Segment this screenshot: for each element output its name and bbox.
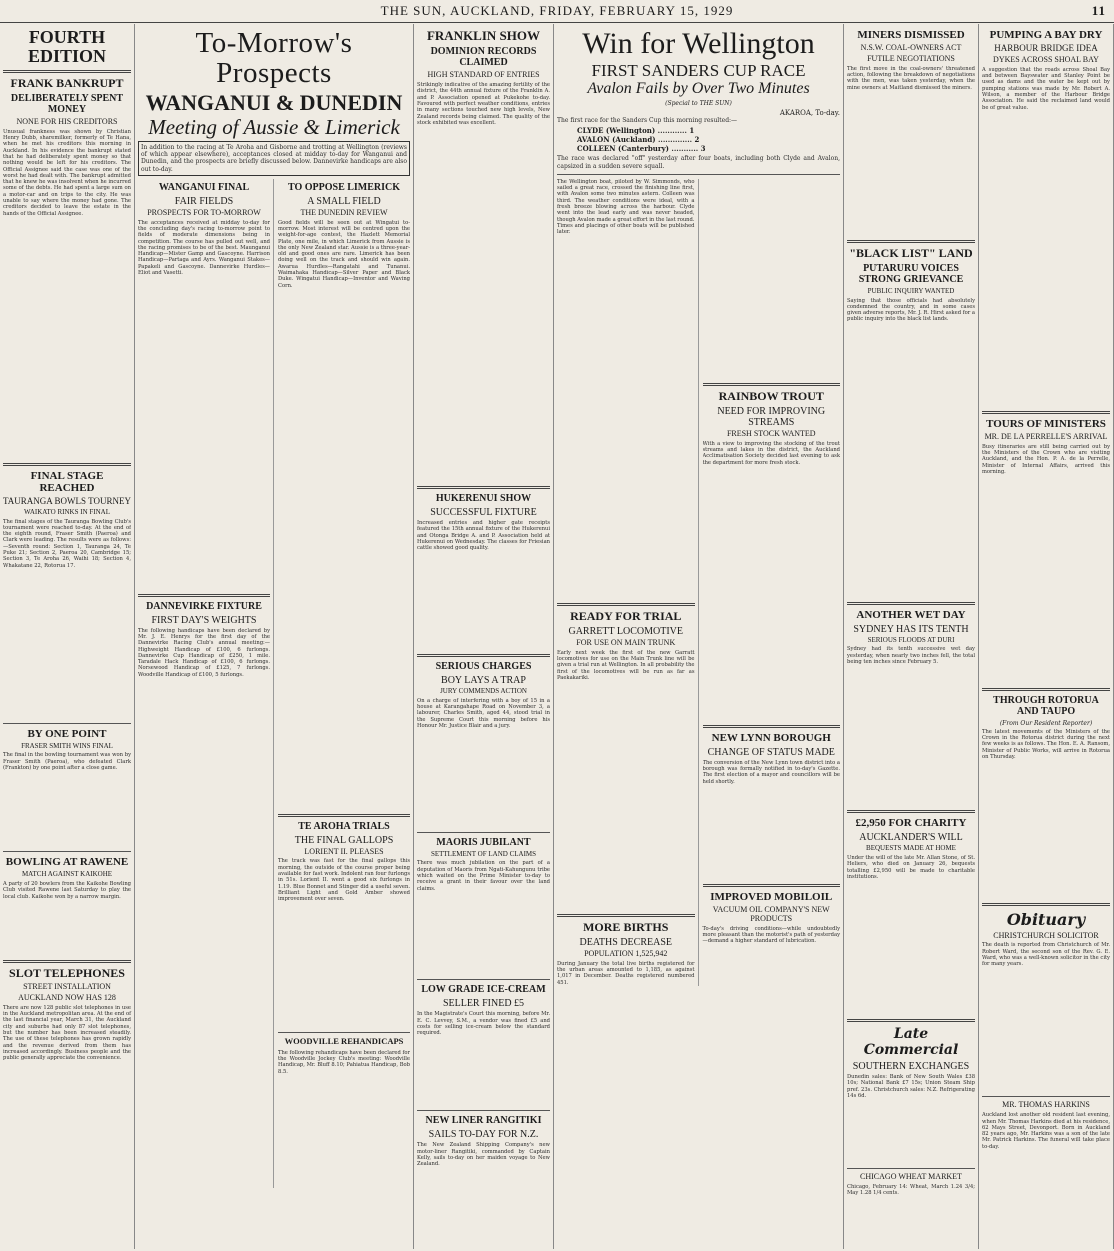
subheadline: LORIENT II. PLEASES — [304, 846, 384, 856]
article-body: The following handicaps have been declared by Mr. J. E. Henrys for the first day of the Dannevirke Racing Club's annual meeting:— Highweight Handicap of £100, 6 furlongs. Dannevirke Cup Handicap of £250, 1 mile. Taradale Hack Handicap of £100, 6 furlongs. Norsewood Handicap of £125, 7 furlongs. Woodville Handicap of £100, 5 furlongs. — [138, 627, 270, 678]
subheadline: SELLER FINED £5 — [442, 998, 525, 1010]
intro-text-2: The race was declared "off" yesterday after four boats, including both Clyde and Avalon, capsized in a sudden severe squall. — [557, 155, 840, 170]
subheadline: NONE FOR HIS CREDITORS — [16, 116, 118, 126]
headline: THROUGH ROTORUA AND TAUPO — [993, 694, 1099, 717]
lead-headline: Win for Wellington — [582, 27, 815, 60]
subheadline: FRESH STOCK WANTED — [726, 428, 816, 438]
divider — [557, 603, 695, 606]
headline: BOWLING AT RAWENE — [5, 856, 129, 869]
divider — [3, 851, 131, 852]
column-5 — [844, 24, 979, 1249]
headline: SERIOUS CHARGES — [435, 661, 532, 673]
subheadline: AUCKLAND NOW HAS 128 — [18, 993, 116, 1003]
article-body: Early next week the first of the new Garratt locomotives for use on the Main Trunk line will be given a trial run at Wellington. In all probability the first of the locomotives will be run as far as Paekakariki. — [557, 649, 695, 681]
subheadline: SETTLEMENT OF LAND CLAIMS — [430, 849, 537, 858]
article-body: Busy itineraries are still being carried out by the Ministers of the Crown who are visiting Auckland, and the Hon. P. A. de la Perrelle, Minister of Internal Affairs, arrived this morning. — [982, 443, 1110, 475]
subheadline: PUBLIC INQUIRY WANTED — [867, 286, 955, 295]
headline: PUMPING A BAY DRY — [989, 29, 1103, 41]
masthead — [0, 0, 1114, 23]
lead-subheadline-2: Meeting of Aussie & Limerick — [148, 114, 400, 139]
subheadline: SYDNEY HAS ITS TENTH — [853, 623, 969, 635]
subheadline: GARRETT LOCOMOTIVE — [568, 625, 684, 637]
article-body: Saying that those officials had absolutely condemned the country, and in some cases given adverse reports, Mr. J. R. Hirst asked for a public inquiry into the black list lands. — [847, 297, 975, 323]
subheadline: DOMINION RECORDS CLAIMED — [430, 46, 537, 69]
subheadline: FRASER SMITH WINS FINAL — [21, 741, 113, 750]
byline: (From Our Resident Reporter) — [999, 719, 1093, 727]
divider — [982, 903, 1110, 906]
column-3 — [414, 24, 554, 1249]
article-body: In the Magistrate's Court this morning, before Mr. E. C. Levvey, S.M., a vendor was fined £5 and costs for selling ice-cream below the standard required. — [417, 1011, 550, 1037]
subheadline: DYKES ACROSS SHOAL BAY — [993, 54, 1099, 64]
result-3: COLLEEN (Canterbury) ........... 3 — [577, 144, 706, 154]
divider — [138, 594, 270, 597]
subcolumn-left — [138, 179, 274, 1188]
divider — [278, 1032, 410, 1033]
subheadline: JURY COMMENDS ACTION — [440, 687, 527, 696]
subheadline: SUCCESSFUL FIXTURE — [430, 507, 537, 519]
lead-subheadline: FIRST SANDERS CUP RACE — [591, 60, 806, 80]
results — [577, 126, 820, 153]
subheadline: FAIR FIELDS — [174, 195, 234, 207]
article-body: Increased entries and higher gate receipts featured the 15th annual fixture of the Hukerenui and Otonga Bridge A. and P. Association held at Hukerenui on Wednesday. The classes for Friesian cattle showed good quality. — [417, 520, 550, 552]
subheadline: VACUUM OIL COMPANY'S NEW PRODUCTS — [712, 904, 830, 923]
headline: ANOTHER WET DAY — [856, 608, 966, 621]
headline: NEW LYNN BOROUGH — [711, 731, 831, 744]
continued-text — [703, 179, 841, 379]
edition-title: FOURTH EDITION — [27, 27, 107, 66]
column-4 — [554, 24, 844, 1249]
article-body: A suggestion that the roads across Shoal Bay and between Bayswater and Stanley Point be used as dams and the water be kept out by pumping stations was made by Mr. Robert A. Wilson, a member of the Harbour Bridge Association. He said the reclaimed land would be of great value. — [982, 66, 1110, 111]
article-body: The final stages of the Tauranga Bowling Club's tournament were reached to-day. At the end of the eighth round, Fraser Smith (Paeroa) and Clark were leading. The results were as follows:—Seventh round: Section 1, Tauranga 24, Te Puke 21; Section 2, Paeroa 20, Cambridge 15; Section 3, Te Aroha 26, Waihi 18; Section 4, Whakatane 22, Rotorua 17. — [3, 518, 131, 569]
headline: TOURS OF MINISTERS — [986, 417, 1106, 430]
subheadline: A SMALL FIELD — [307, 195, 381, 207]
byline: (Special to THE SUN) — [665, 100, 732, 108]
article-body: The first move in the coal-owners' threatened action, following the breakdown of negotiations with the men, was taken yesterday, when the mine owners at Maitland dismissed the miners. — [847, 65, 975, 91]
article-body: With a view to improving the stocking of the trout streams and lakes in the district, the Auckland Acclimatisation Society decided last evening to ask the department for more fresh stock. — [702, 440, 840, 466]
divider — [3, 463, 131, 466]
headline: MR. THOMAS HARKINS — [1002, 1100, 1090, 1110]
divider — [847, 1019, 975, 1022]
divider — [417, 486, 550, 489]
divider — [847, 810, 975, 813]
subheadline: MATCH AGAINST KAIKOHE — [21, 870, 113, 879]
headline: CHICAGO WHEAT MARKET — [860, 1172, 962, 1182]
article-body: Strikingly indicative of the amazing fertility of the district, the 44th annual fixture of the Franklin A. and P. Association opened at Pukekohe to-day. Favoured with perfect weather conditions, entries in many sections touched new high levels, New Zealand records being claimed. The quality of the stock exhibited was excellent. — [417, 82, 550, 126]
column-6 — [979, 24, 1114, 1249]
divider — [557, 174, 840, 175]
intro-text: The first race for the Sanders Cup this morning resulted:— — [557, 117, 738, 125]
headline: SOUTHERN EXCHANGES — [852, 1061, 970, 1073]
article-body: The Wellington boat, piloted by W. Simmonds, who sailed a great race, crossed the finishing line first, with Avalon some two minutes astern. Colleen was third. The weather conditions were ideal, with a fresh breeze blowing across the harbour. Clyde went into the lead early and was never headed, though Avalon made a great effort in the last round. Times and placings of other boats will be published later. — [557, 178, 695, 236]
divider — [278, 814, 410, 817]
divider — [982, 411, 1110, 414]
headline: CHRISTCHURCH SOLICITOR — [993, 930, 1099, 940]
article-body: There was much jubilation on the part of a deputation of Maoris from Ngati-Kahungunu tribe which waited on the Prime Minister to-day to receive a grant in their favour over the land claims. — [417, 860, 550, 892]
article-body: The death is reported from Christchurch of Mr. Robert Ward, the second son of the Rev. G. E. Ward, who was a well-known solicitor in the city for many years. — [982, 942, 1110, 968]
divider — [703, 725, 841, 728]
page-number: 11 — [1091, 3, 1106, 18]
article-body: Chicago, February 14: Wheat, March 1.24 3/4; May 1.28 1/4 cents. — [847, 1183, 975, 1197]
article-body: Auckland lost another old resident last evening, when Mr. Thomas Harkins died at his residence, 62 Mays Street, Devonport. Born in Auckland 82 years ago, Mr. Harkins was a son of the late Mr. Patrick Harkins. The funeral will take place to-day. — [982, 1112, 1110, 1150]
divider — [417, 654, 550, 657]
dateline: AKAROA, To-day. — [779, 109, 840, 118]
article-body: Unusual frankness was shown by Christian Henry Dubb, sharemilker, formerly of Te Hana, when he met his creditors this morning in Auckland. In his evidence the bankrupt stated that he had deliberately spent money so that nothing would be left for his creditors. The Official Assignee said the case was one of the worst he had dealt with. The bankrupt admitted that he knew he was insolvent when he incurred some of the debts. He had spent a large sum on a motor-car and on trips to the city. He was unable to say where the money had gone. The creditors decided to leave the estate in the hands of the Official Assignee. — [3, 128, 131, 217]
subheadline: SAILS TO-DAY FOR N.Z. — [428, 1129, 539, 1141]
headline: TO OPPOSE LIMERICK — [287, 181, 401, 193]
headline: NEW LINER RANGITIKI — [425, 1115, 542, 1127]
subheadline: NEED FOR IMPROVING STREAMS — [717, 405, 826, 428]
subheadline: AUCKLANDER'S WILL — [859, 832, 963, 844]
headline: WOODVILLE REHANDICAPS — [284, 1036, 404, 1047]
headline: MORE BIRTHS — [583, 919, 669, 934]
masthead-text: THE SUN, AUCKLAND, FRIDAY, FEBRUARY 15, 1929 — [380, 3, 734, 18]
subheadline: DEATHS DECREASE — [579, 936, 672, 948]
article-body: The conversion of the New Lynn town district into a borough was formally notified in to-day's Gazette. The first election of a mayor and councillors will be held shortly. — [702, 759, 840, 785]
headline: FINAL STAGE REACHED — [30, 469, 104, 494]
divider — [982, 688, 1110, 691]
divider — [417, 1110, 550, 1111]
article-body: On a charge of interfering with a boy of 15 in a house at Karangahape Road on November 3, a labourer, Charles Smith, aged 44, stood trial in the Supreme Court this morning before his Honour Mr. Justice Blair and a jury. — [417, 697, 550, 729]
subheadline: POPULATION 1,525,942 — [584, 948, 668, 958]
lead-headline: To-Morrow's Prospects — [195, 27, 353, 90]
subheadline: WAIKATO RINKS IN FINAL — [23, 507, 110, 516]
headline: DANNEVIRKE FIXTURE — [146, 600, 262, 612]
article-body: During January the total live births registered for the urban areas amounted to 1,185, as against 1,017 in December. Deaths registered numbered 451. — [557, 960, 695, 986]
intro-text: In addition to the racing at Te Aroha and Gisborne and trotting at Wellington (reviews of which appear elsewhere), acceptances closed at midday to-day for Wanganui and Dunedin, and the prospects are briefly discussed below. Dannevirke handicaps are also out to-day. — [141, 144, 407, 173]
subheadline: STREET INSTALLATION — [23, 982, 111, 992]
divider — [417, 832, 550, 833]
headline: BY ONE POINT — [27, 727, 107, 740]
subheadline: PROSPECTS FOR TO-MORROW — [147, 207, 261, 217]
article-body: There are now 128 public slot telephones in use in the Auckland metropolitan area. At the end of the last financial year, March 31, the Auckland city and suburbs had only 87 slot telephones, but the number has been increased steadily. The use of these telephones has grown rapidly and the revenue derived from them has increased accordingly. Business people and the public generally appreciate the convenience. — [3, 1004, 131, 1062]
article-body: Sydney had its tenth successive wet day yesterday, when nearly two inches fell, the total being ten inches since February 5. — [847, 646, 975, 665]
headline: MAORIS JUBILANT — [436, 836, 531, 848]
subheadline: PUTARURU VOICES STRONG GRIEVANCE — [858, 262, 964, 285]
section-heading: Obituary — [1006, 909, 1086, 929]
divider — [847, 240, 975, 243]
headline: SLOT TELEPHONES — [9, 966, 125, 981]
article-body: The latest movements of the Ministers of the Crown in the Rotorua district during the next few weeks is as follows. The Hon. E. A. Ransom, Minister of Public Works, will arrive in Rotorua on Thursday. — [982, 728, 1110, 760]
subheadline: CHANGE OF STATUS MADE — [707, 746, 835, 758]
divider — [847, 1168, 975, 1169]
divider — [847, 602, 975, 605]
headline: IMPROVED MOBILOIL — [710, 890, 833, 903]
divider — [703, 383, 841, 386]
headline: FRANK BANKRUPT — [10, 75, 124, 90]
subheadline: N.S.W. COAL-OWNERS ACT — [860, 43, 962, 53]
subheadline: THE FINAL GALLOPS — [294, 834, 394, 846]
section-heading: Late Commercial — [863, 1026, 959, 1059]
subheadline: HARBOUR BRIDGE IDEA — [994, 43, 1098, 54]
subheadline: HIGH STANDARD OF ENTRIES — [427, 70, 540, 80]
subheadline: BEQUESTS MADE AT HOME — [866, 844, 956, 853]
article-body: To-day's driving conditions—while undoubtedly more pleasant than the motorist's path of yesterday—demand a higher standard of lubrication. — [702, 925, 840, 945]
divider — [3, 70, 131, 73]
headline: "BLACK LIST" LAND — [849, 245, 973, 260]
headline: WANGANUI FINAL — [158, 181, 250, 193]
divider — [982, 1096, 1110, 1097]
article-body: The final in the bowling tournament was won by Fraser Smith (Paeroa), who defeated Clark (Frankton) by one point after a close game. — [3, 752, 131, 771]
divider — [3, 960, 131, 963]
divider — [417, 979, 550, 980]
headline: READY FOR TRIAL — [570, 608, 682, 623]
divider — [3, 723, 131, 724]
column-1 — [0, 24, 135, 1249]
headline: MINERS DISMISSED — [857, 29, 965, 41]
intro-box — [138, 141, 410, 176]
subcolumn-right — [278, 179, 410, 1188]
headline: FRANKLIN SHOW — [426, 28, 541, 43]
result-1: CLYDE (Wellington) ............ 1 — [577, 126, 695, 136]
headline: £2,950 FOR CHARITY — [855, 817, 967, 830]
article-body: The following rehandicaps have been declared for the Woodville Jockey Club's meeting: Woodville Handicap, Mr. Bluff 8.10; Pahiatua Handicap, Bob 8.5. — [278, 1049, 410, 1075]
subheadline: DELIBERATELY SPENT MONEY — [10, 92, 124, 115]
lead-subheadline-2: Avalon Fails by Over Two Minutes — [587, 80, 810, 98]
article-body: Dunedin sales: Bank of New South Wales £38 10s; National Bank £7 15s; Union Steam Ship pref. 23s. Christchurch sales: N.Z. Refrigerating 14s 6d. — [847, 1074, 975, 1100]
article-body: The acceptances received at midday to-day for the concluding day's racing to-morrow point to fields of moderate dimensions being in competition. The course has pulled out well, and the racing promises to be of the best. Maunganui Handicap—Mister Gamp and Gascoyne. Harrison Handicap—Partaga and Ayrs. Wanganui Stakes—Papakeli and Gascoyne. Dannevirke Hurdles—Eliot and Vasetti. — [138, 219, 270, 276]
subheadline: FOR USE ON MAIN TRUNK — [576, 637, 676, 647]
article-body: A party of 20 bowlers from the Kaikohe Bowling Club visited Rawene last Saturday to play the local club. Kaikohe won by a narrow margin. — [3, 881, 131, 900]
subheadline: THE DUNEDIN REVIEW — [300, 207, 388, 217]
subheadline: MR. DE LA PERRELLE'S ARRIVAL — [984, 431, 1108, 441]
divider — [703, 884, 841, 887]
subheadline: SERIOUS FLOODS AT DURI — [867, 635, 955, 644]
subheadline: TAURANGA BOWLS TOURNEY — [3, 495, 131, 506]
subheadline: FUTILE NEGOTIATIONS — [867, 53, 955, 63]
lead-subheadline: WANGANUI & DUNEDIN — [145, 89, 403, 115]
headline: TE AROHA TRIALS — [298, 820, 390, 832]
subheadline: FIRST DAY'S WEIGHTS — [151, 614, 257, 626]
article-body: Good fields will be seen out at Wingatui to-morrow. Most interest will be centred upon the weight-for-age contest, the Hazlett Memorial Plate, one mile, in which Limerick from Aussie is the only New Zealand star. Aussie is a three-year-old and good ones are rare. Limerick has been doing well on the track and should win again. Awarua Hurdles—Rangatahi and Tunanui. Waimahaka Handicap—Silver Paper and Black Duke. Wingatui Handicap—Inventor and Waving Corn. — [278, 219, 410, 289]
subcolumn-right — [703, 179, 841, 986]
headline: LOW GRADE ICE-CREAM — [421, 984, 546, 996]
column-2 — [135, 24, 414, 1249]
article-body: Under the will of the late Mr. Allan Stone, of St. Heliers, who died on January 26, bequests totalling £2,950 will be made to charitable institutions. — [847, 855, 975, 881]
divider — [557, 914, 695, 917]
headline: HUKERENUI SHOW — [435, 493, 532, 505]
article-body: The New Zealand Shipping Company's new motor-liner Rangitiki, commanded by Captain Kelly, sails to-day on her maiden voyage to New Zealand. — [417, 1142, 550, 1168]
article-body: The track was fast for the final gallops this morning, the outside of the course proper being available for fast work. Indolent ran four furlongs in 51s. Lorient II. went a good six furlongs in 1.19. Blue Bonnet and Stinger did a useful seven. Brilliant Light and Gold Amber showed improvement over seven. — [278, 858, 410, 903]
subheadline: BOY LAYS A TRAP — [441, 675, 526, 687]
subcolumn-left — [557, 179, 699, 986]
headline: RAINBOW TROUT — [718, 388, 824, 403]
result-2: AVALON (Auckland) .............. 2 — [577, 135, 700, 145]
